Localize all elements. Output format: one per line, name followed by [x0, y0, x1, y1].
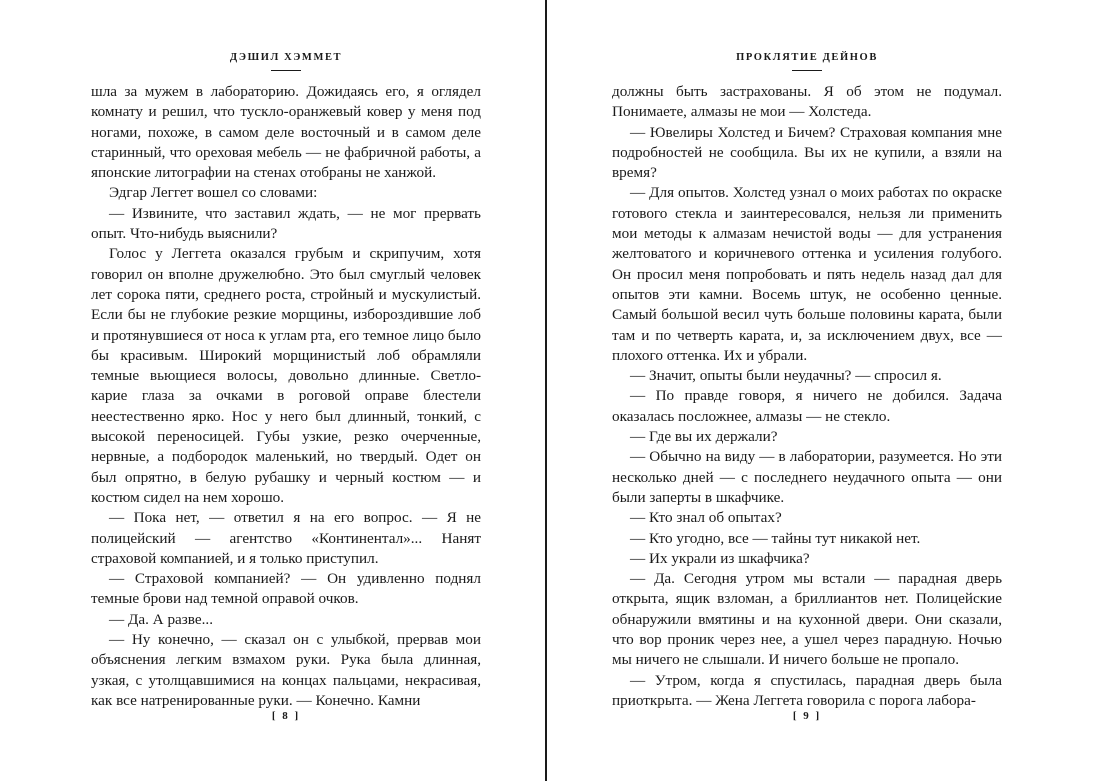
paragraph: Эдгар Леггет вошел со словами:	[109, 184, 318, 202]
paragraph: — Кто знал об опытах?	[630, 509, 782, 527]
right-page	[547, 0, 1093, 781]
paragraph: — Кто угодно, все — тайны тут никакой нет.	[630, 529, 921, 547]
header-rule-left	[271, 70, 301, 71]
right-page-text	[612, 82, 1002, 711]
paragraph: — Ювелиры Холстед и Бичем? Страховая компания мне подробностей не сообщила. Вы их не купили, а взяли на время?	[612, 123, 1002, 182]
paragraph: — Значит, опыты были неудачны? — спросил я.	[630, 367, 942, 385]
running-head-left: ДЭШИЛ ХЭММЕТ	[229, 52, 343, 63]
paragraph: шла за мужем в лабораторию. Дожидаясь его, я оглядел комнату и решил, что тускло-оранжевый ковер у меня под ногами, похоже, в самом деле восточный и в самом деле старинный, что ореховая мебель — не фабричной работы, а японские литографии на стенах отобраны не ханжой.	[91, 83, 481, 182]
paragraph: — Извините, что заставил ждать, — не мог прервать опыт. Что-нибудь выяснили?	[91, 204, 481, 243]
paragraph: — Обычно на виду — в лаборатории, разумеется. Но эти несколько дней — с последнего неудачного опыта — они были заперты в шкафчике.	[612, 448, 1002, 506]
page-number-left: [ 8 ]	[271, 710, 301, 722]
paragraph: — Утром, когда я спустилась, парадная дверь была приоткрыта. — Жена Леггета говорила с порога лабора-	[612, 671, 1002, 709]
paragraph: — Для опытов. Холстед узнал о моих работах по окраске готового стекла и заинтересовался, нельзя ли применить мои методы к алмазам нечистой воды — для устранения желтоватого и коричневого оттенка и усиления голубого. Он просил меня попробовать и пять недель назад дал для опытов эти камни. Восемь штук, не особенно ценные. Самый большой весил чуть больше половины карата, были там и по четверть карата, и, за исключением двух, все — плохого оттенка. Их и убрали.	[612, 184, 1002, 364]
paragraph: — Пока нет, — ответил я на его вопрос. — Я не полицейский — агентство «Континентал»... Нанят страховой компанией, и я только приступил.	[91, 509, 481, 567]
paragraph: — Да. Сегодня утром мы встали — парадная дверь открыта, ящик взломан, а бриллиантов нет. Полицейские обнаружили вмятины и на кухонной двери. Они сказали, что вор проник через нее, а ушел через парадную. Ночью мы ничего не слышали. И ничего больше не пропало.	[612, 570, 1002, 669]
paragraph: — Ну конечно, — сказал он с улыбкой, прервав мои объяснения легким взмахом руки. Рука была длинная, узкая, с утолщавшимися на концах пальцами, некрасивая, как все натренированные руки. — Конечно. Камни	[91, 631, 481, 709]
header-rule-right	[792, 70, 822, 71]
paragraph: — Их украли из шкафчика?	[630, 549, 810, 567]
left-page-text	[91, 82, 481, 711]
paragraph: — Да. А разве...	[109, 610, 213, 628]
page-number-right: [ 9 ]	[792, 710, 822, 722]
running-head-right: ПРОКЛЯТИЕ ДЕЙНОВ	[736, 52, 878, 63]
paragraph: — Страховой компанией? — Он удивленно поднял темные брови над темной оправой очков.	[91, 570, 481, 608]
paragraph: — Где вы их держали?	[630, 428, 778, 446]
paragraph: — По правде говоря, я ничего не добился. Задача оказалась посложнее, алмазы — не стекло.	[612, 387, 1002, 425]
paragraph: Голос у Леггета оказался грубым и скрипучим, хотя говорил он вполне дружелюбно. Это был смуглый человек лет сорока пяти, среднего роста, стройный и мускулистый. Если бы не глубокие резкие морщины, избороздившие лоб и протянувшиеся от носа к углам рта, его темное лицо было бы красивым. Широкий морщинистый лоб обрамляли темные вьющиеся волосы, довольно длинные. Светло-карие глаза за очками в роговой оправе блестели неестественно ярко. Нос у него был длинный, тонкий, с высокой переносицей. Губы узкие, резко очерченные, нервные, а подбородок маленький, но твердый. Одет он был опрятно, в белую рубашку и черный костюм — и костюм сидел на нем хорошо.	[91, 245, 481, 506]
left-page	[0, 0, 546, 781]
paragraph: должны быть застрахованы. Я об этом не подумал. Понимаете, алмазы не мои — Холстеда.	[612, 83, 1002, 121]
